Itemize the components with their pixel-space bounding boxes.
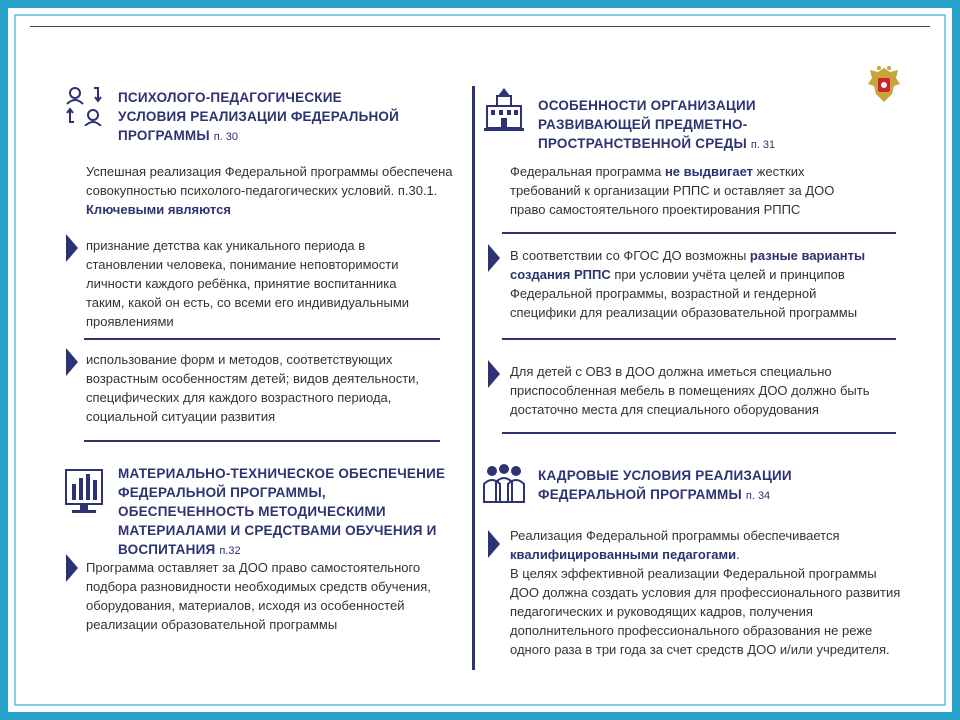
people-exchange-icon bbox=[64, 84, 104, 126]
staff-item-1-bold: квалифицированными педагогами bbox=[510, 547, 737, 562]
environment-item-3: Для детей с ОВЗ в ДОО должна иметься специально приспособленная мебель в помещениях ДОО должно быть достаточно места для специального оборудования bbox=[510, 364, 870, 417]
bullet-arrow-icon bbox=[66, 234, 78, 262]
psych-ref: п. 30 bbox=[213, 131, 239, 143]
bullet-arrow-icon bbox=[488, 244, 500, 272]
material-item-1: Программа оставляет за ДОО право самостоятельного подбора разновидности необходимых средств обучения, оборудования, материалов, исходя из особенностей реализации образовательной программы bbox=[86, 560, 431, 632]
environment-item-2-b: при условии учёта целей и принципов Федеральной программы, возрастной и гендерной специфики для реализации образовательной программы bbox=[510, 267, 858, 320]
bullet-arrow-icon bbox=[488, 530, 500, 558]
psych-title-text: ПСИХОЛОГО-ПЕДАГОГИЧЕСКИЕ УСЛОВИЯ РЕАЛИЗАЦИИ ФЕДЕРАЛЬНОЙ ПРОГРАММЫ bbox=[118, 90, 400, 143]
staff-item-1 bbox=[510, 526, 902, 659]
environment-item-2-a: В соответствии со ФГОС ДО возможны bbox=[510, 248, 747, 263]
psych-divider-1 bbox=[84, 338, 440, 340]
staff-item-1-a: Реализация Федеральной программы обеспечивается bbox=[510, 528, 840, 543]
coat-of-arms-emblem bbox=[866, 64, 902, 106]
bullet-arrow-icon bbox=[66, 554, 78, 582]
environment-item-2-bold: разные варианты создания РППС bbox=[510, 248, 866, 282]
environment-item-1 bbox=[510, 162, 860, 219]
environment-section-title bbox=[538, 96, 868, 155]
column-divider bbox=[472, 86, 475, 670]
environment-divider-1 bbox=[502, 232, 896, 234]
staff-section-title bbox=[538, 466, 888, 506]
environment-item-1-b: жестких требований к организации РППС и оставляет за ДОО право самостоятельного проектирования РППС bbox=[510, 164, 835, 217]
psych-intro-bold: Ключевыми являются bbox=[86, 202, 231, 217]
staff-title-text: КАДРОВЫЕ УСЛОВИЯ РЕАЛИЗАЦИИ ФЕДЕРАЛЬНОЙ ПРОГРАММЫ bbox=[538, 468, 792, 502]
environment-divider-2 bbox=[502, 338, 896, 340]
top-divider bbox=[30, 26, 930, 27]
material-section-title bbox=[118, 464, 458, 561]
material-ref: п.32 bbox=[219, 545, 241, 557]
environment-item-1-a: Федеральная программа bbox=[510, 164, 662, 179]
psych-intro bbox=[86, 162, 456, 219]
psych-item-2: использование форм и методов, соответствующих возрастным особенностям детей; видов деятельности, специфических для каждого возрастного периода, социальной ситуации развития bbox=[86, 352, 420, 424]
environment-item-2 bbox=[510, 246, 880, 322]
staff-item-1-b: . bbox=[736, 547, 740, 562]
psych-section-title bbox=[118, 88, 408, 147]
environment-item-1-bold: не выдвигает bbox=[664, 164, 754, 179]
school-building-icon bbox=[484, 86, 524, 134]
bullet-arrow-icon bbox=[488, 360, 500, 388]
psych-item-1: признание детства как уникального периода в становлении человека, понимание неповторимости личности каждого ребёнка, принятие воспитанника таким, какой он есть, со всеми его индивидуальными проявлениями bbox=[86, 238, 410, 329]
psych-intro-text: Успешная реализация Федеральной программы обеспечена совокупностью психолого-педагогических условий. п.30.1. bbox=[86, 164, 453, 198]
building-columns-chart-icon bbox=[64, 468, 104, 518]
staff-ref: п. 34 bbox=[745, 490, 771, 502]
staff-item-1-c: В целях эффективной реализации Федеральной программы ДОО должна создать условия для профессионального развития педагогических и руководящих кадров, получения дополнительного профессионального образования не реже одного раза в три года за счет средств ДОО и/или учредителя. bbox=[510, 566, 901, 657]
psych-divider-2 bbox=[84, 440, 440, 442]
environment-ref: п. 31 bbox=[750, 139, 776, 151]
environment-divider-3 bbox=[502, 432, 896, 434]
bullet-arrow-icon bbox=[66, 348, 78, 376]
environment-title-text: ОСОБЕННОСТИ ОРГАНИЗАЦИИ РАЗВИВАЮЩЕЙ ПРЕДМЕТНО-ПРОСТРАНСТВЕННОЙ СРЕДЫ bbox=[538, 98, 756, 151]
material-title-text: МАТЕРИАЛЬНО-ТЕХНИЧЕСКОЕ ОБЕСПЕЧЕНИЕ ФЕДЕРАЛЬНОЙ ПРОГРАММЫ, ОБЕСПЕЧЕННОСТЬ МЕТОДИЧЕСКИМИ МАТЕРИАЛАМИ И СРЕДСТВАМИ ОБУЧЕНИЯ И ВОСПИТАНИЯ bbox=[118, 466, 446, 557]
team-group-icon bbox=[482, 462, 526, 504]
